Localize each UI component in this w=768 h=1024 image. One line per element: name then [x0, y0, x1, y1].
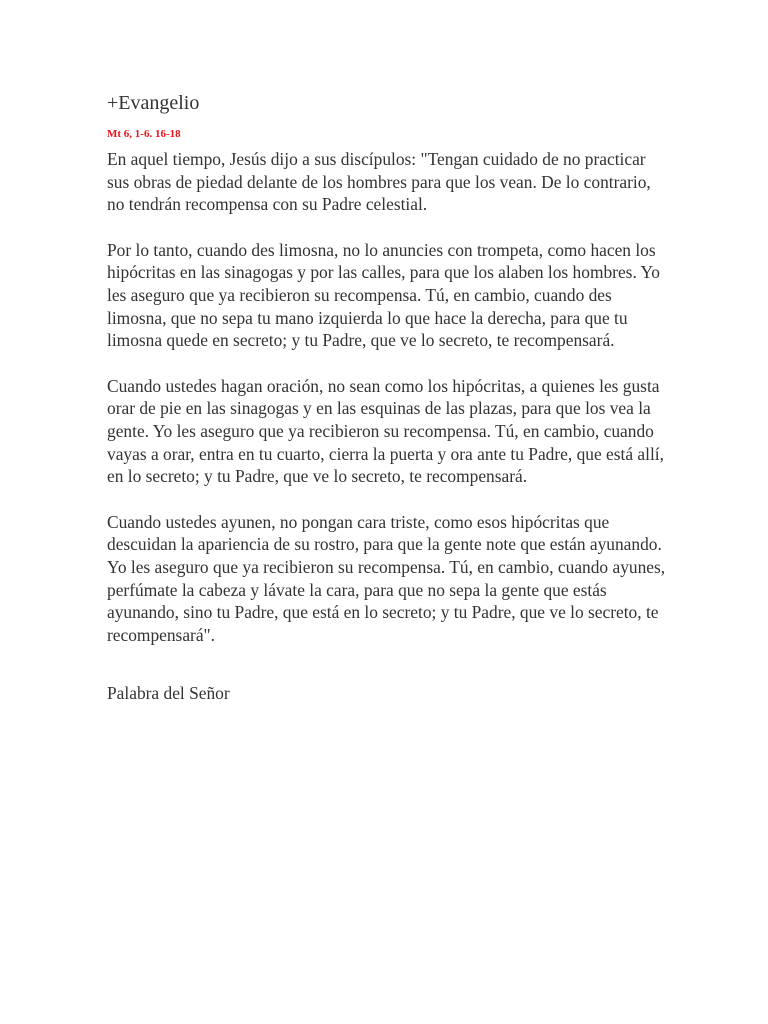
paragraph: Cuando ustedes ayunen, no pongan cara triste, como esos hipócritas que descuidan la apariencia de su rostro, para que la gente note que están ayunando. Yo les aseguro que ya recibieron su recompensa. Tú, en cambio, cuando ayunes, perfúmate la cabeza y lávate la cara, para que no sepa la gente que estás ayunando, sino tu Padre, que está en lo secreto; y tu Padre, que ve lo secreto, te recompensará".	[107, 511, 666, 645]
paragraph: Cuando ustedes hagan oración, no sean como los hipócritas, a quienes les gusta orar de pie en las sinagogas y en las esquinas de las plazas, para que los vea la gente. Yo les aseguro que ya recibieron su recompensa. Tú, en cambio, cuando vayas a orar, entra en tu cuarto, cierra la puerta y ora ante tu Padre, que está allí, en lo secreto; y tu Padre, que ve lo secreto, te recompensará.	[107, 375, 664, 487]
scripture-reference: Mt 6, 1-6. 16-18	[107, 128, 181, 140]
paragraph: Por lo tanto, cuando des limosna, no lo anuncies con trompeta, como hacen los hipócritas en las sinagogas y por las calles, para que los alaben los hombres. Yo les aseguro que ya recibieron su recompensa. Tú, en cambio, cuando des limosna, que no sepa tu mano izquierda lo que hace la derecha, para que tu limosna quede en secreto; y tu Padre, que ve lo secreto, te recompensará.	[107, 239, 661, 351]
closing-line: Palabra del Señor	[107, 683, 230, 704]
document-title: +Evangelio	[107, 92, 200, 114]
paragraph: En aquel tiempo, Jesús dijo a sus discípulos: "Tengan cuidado de no practicar sus obras de piedad delante de los hombres para que los vean. De lo contrario, no tendrán recompensa con su Padre celestial.	[107, 149, 651, 215]
document-page	[107, 88, 667, 705]
